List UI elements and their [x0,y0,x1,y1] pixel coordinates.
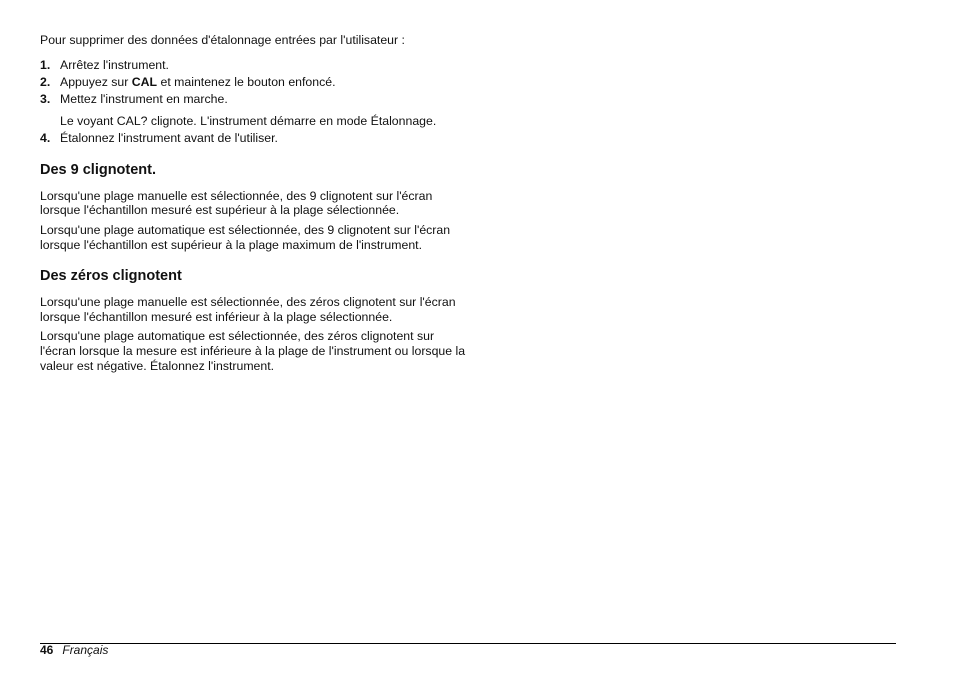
steps-list [40,58,470,146]
step-text-pre: Appuyez sur [60,74,132,89]
list-item [40,92,470,128]
paragraph: Lorsqu'une plage automatique est sélectionnée, des 9 clignotent sur l'écran lorsque l'échantillon est supérieur à la plage maximum de l'instrument. [40,222,451,252]
step-number: 3. [40,91,51,106]
step-text: Arrêtez l'instrument. [60,57,169,72]
section-heading-zeros: Des zéros clignotent [40,268,182,285]
paragraph: Lorsqu'une plage automatique est sélectionnée, des zéros clignotent sur l'écran lorsque la mesure est inférieure à la plage de l'instrument ou lorsque la valeur est négative. Étalonnez l'instrument. [40,329,466,373]
footer-divider [40,643,896,644]
paragraph: Lorsqu'une plage manuelle est sélectionnée, des 9 clignotent sur l'écran lorsque l'échantillon mesuré est supérieur à la plage sélectionnée. [40,188,433,218]
section-heading-nines: Des 9 clignotent. [40,161,157,178]
footer-language: Français [62,643,109,657]
page-footer [40,643,108,657]
list-item [40,58,470,73]
step-number: 1. [40,57,51,72]
list-item [40,75,470,90]
page-number: 46 [40,643,54,657]
step-note: Le voyant CAL? clignote. L'instrument démarre en mode Étalonnage. [60,113,437,128]
step-number: 2. [40,74,51,89]
document-body [40,33,470,378]
step-number: 4. [40,131,51,146]
step-text: Étalonnez l'instrument avant de l'utiliser. [60,131,278,146]
list-item [40,131,470,146]
step-text-bold: CAL [131,74,158,89]
paragraph: Lorsqu'une plage manuelle est sélectionnée, des zéros clignotent sur l'écran lorsque l'échantillon mesuré est inférieur à la plage sélectionnée. [40,295,456,324]
intro-text: Pour supprimer des données d'étalonnage entrées par l'utilisateur : [40,33,405,47]
step-text: Mettez l'instrument en marche. [60,91,228,106]
step-text-post: et maintenez le bouton enfoncé. [157,74,336,89]
